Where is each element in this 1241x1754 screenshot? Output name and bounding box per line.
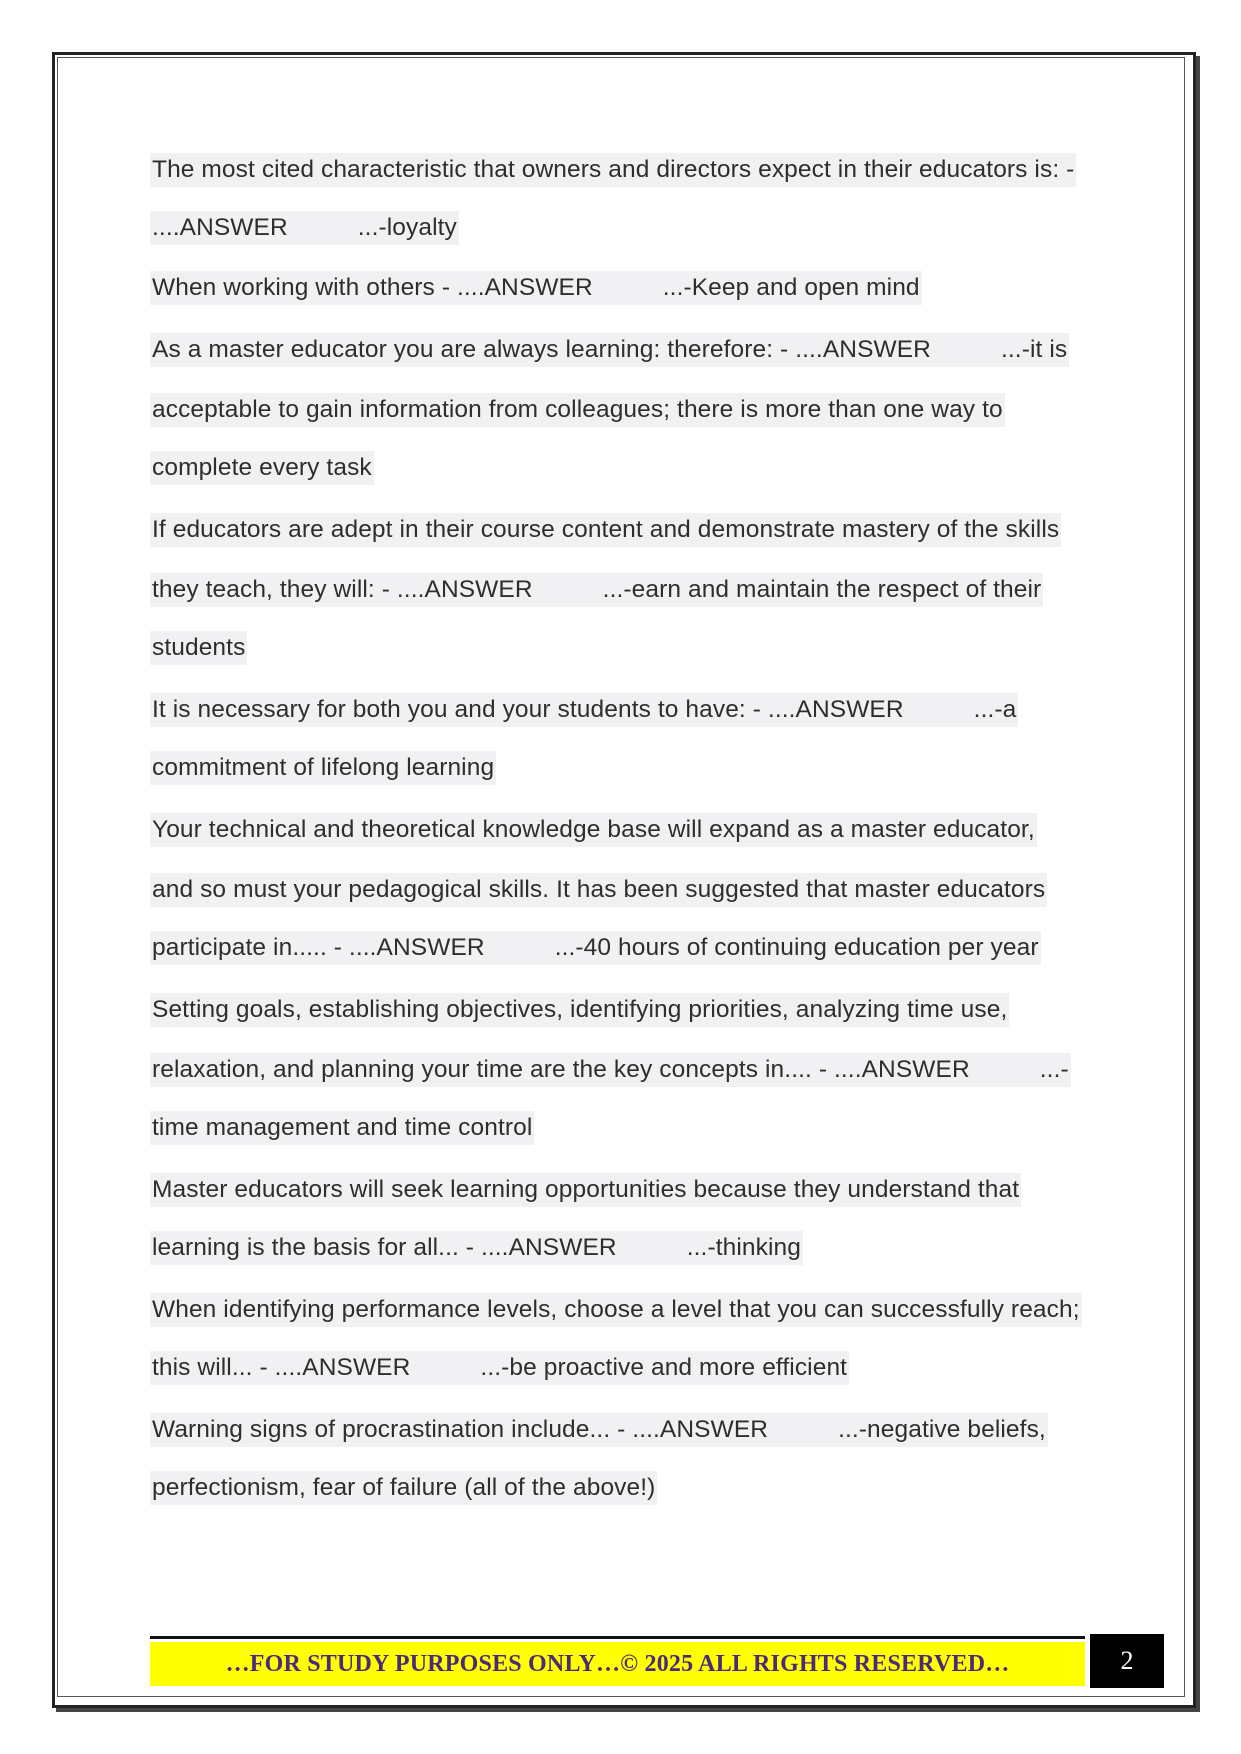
line-text: learning is the basis for all... - ....ANSWER [152,1234,617,1261]
line-text: Your technical and theoretical knowledge base will expand as a master educator, [152,816,1035,843]
answer-text: ...-loyalty [357,214,457,241]
text-line [150,920,1090,976]
qa-item [150,1280,1090,1396]
qa-item [150,680,1090,796]
line-highlight [150,1413,1048,1447]
answer-text: ...-it is [1000,336,1068,363]
line-highlight [150,1053,1071,1087]
line-highlight [150,153,1076,187]
line-highlight [150,1471,657,1505]
answer-text: ...-be proactive and more efficient [480,1354,848,1381]
document-body [150,140,1090,1520]
line-highlight [150,333,1069,367]
line-highlight [150,993,1009,1027]
line-text: they teach, they will: - ....ANSWER [152,576,533,603]
line-text: students [152,634,246,661]
line-highlight [150,873,1047,907]
answer-text: ...-a [973,696,1017,723]
answer-text: ...- [1039,1056,1069,1083]
line-text: acceptable to gain information from colleagues; there is more than one way to [152,396,1003,423]
line-highlight [150,573,1043,607]
qa-item [150,1400,1090,1516]
line-highlight [150,1111,534,1145]
text-line [150,860,1090,920]
text-line [150,440,1090,496]
line-text: relaxation, and planning your time are the key concepts in.... - ....ANSWER [152,1056,970,1083]
text-line [150,800,1090,860]
line-highlight [150,751,496,785]
line-text: perfectionism, fear of failure (all of the above!) [152,1474,656,1501]
line-text: The most cited characteristic that owners and directors expect in their educators is: - [152,156,1075,183]
text-line [150,1280,1090,1340]
answer-text: ...-Keep and open mind [662,274,920,301]
text-line [150,560,1090,620]
answer-text: ...-40 hours of continuing education per year [554,934,1039,961]
line-text: ....ANSWER [152,214,288,241]
text-line [150,1040,1090,1100]
qa-item [150,1160,1090,1276]
text-line [150,980,1090,1040]
qa-item [150,260,1090,316]
text-line [150,500,1090,560]
line-text: When identifying performance levels, choose a level that you can successfully reach; [152,1296,1080,1323]
line-highlight [150,1293,1082,1327]
qa-item [150,320,1090,496]
line-highlight [150,211,459,245]
line-highlight [150,631,247,665]
line-text: As a master educator you are always learning: therefore: - ....ANSWER [152,336,931,363]
line-highlight [150,393,1005,427]
qa-item [150,140,1090,256]
line-highlight [150,271,922,305]
line-text: If educators are adept in their course content and demonstrate mastery of the skills [152,516,1060,543]
line-highlight [150,1173,1021,1207]
footer-notice: …FOR STUDY PURPOSES ONLY…© 2025 ALL RIGHTS RESERVED… [150,1642,1085,1686]
text-line [150,1340,1090,1396]
qa-item [150,800,1090,976]
text-line [150,1400,1090,1460]
line-highlight [150,693,1018,727]
page-number: 2 [1090,1634,1164,1688]
text-line [150,1220,1090,1276]
line-text: complete every task [152,454,372,481]
text-line [150,620,1090,676]
text-line [150,680,1090,740]
text-line [150,380,1090,440]
line-text: Warning signs of procrastination include... - ....ANSWER [152,1416,769,1443]
line-text: participate in..... - ....ANSWER [152,934,485,961]
line-highlight [150,513,1061,547]
text-line [150,320,1090,380]
answer-text: ...-earn and maintain the respect of their [602,576,1042,603]
line-highlight [150,813,1037,847]
line-text: time management and time control [152,1114,533,1141]
line-text: It is necessary for both you and your students to have: - ....ANSWER [152,696,904,723]
line-highlight [150,451,374,485]
line-highlight [150,1351,849,1385]
qa-item [150,500,1090,676]
answer-text: ...-thinking [686,1234,801,1261]
answer-text: ...-negative beliefs, [838,1416,1046,1443]
text-line [150,140,1090,200]
text-line [150,1100,1090,1156]
line-text: this will... - ....ANSWER [152,1354,411,1381]
line-text: and so must your pedagogical skills. It has been suggested that master educators [152,876,1046,903]
line-text: Setting goals, establishing objectives, identifying priorities, analyzing time use, [152,996,1008,1023]
text-line [150,200,1090,256]
line-text: Master educators will seek learning opportunities because they understand that [152,1176,1020,1203]
line-text: commitment of lifelong learning [152,754,495,781]
text-line [150,1160,1090,1220]
line-highlight [150,931,1041,965]
text-line [150,260,1090,316]
line-highlight [150,1231,803,1265]
qa-item [150,980,1090,1156]
text-line [150,740,1090,796]
text-line [150,1460,1090,1516]
line-text: When working with others - ....ANSWER [152,274,593,301]
footer-rule [150,1636,1085,1639]
